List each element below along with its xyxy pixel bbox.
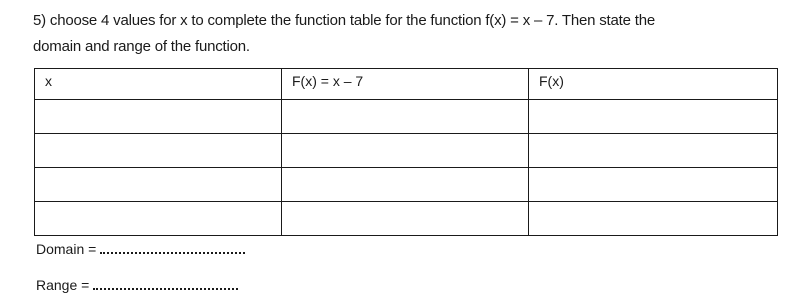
table-row bbox=[35, 100, 778, 134]
domain-label: Domain = bbox=[36, 241, 97, 257]
range-label: Range = bbox=[36, 277, 90, 293]
table-cell-fx[interactable] bbox=[529, 134, 778, 168]
table-row bbox=[35, 168, 778, 202]
table-row bbox=[35, 202, 778, 236]
table-cell-x[interactable] bbox=[35, 100, 282, 134]
table-cell-x[interactable] bbox=[35, 168, 282, 202]
header-fx-formula: F(x) = x – 7 bbox=[282, 69, 529, 100]
range-blank[interactable] bbox=[93, 284, 238, 290]
table-cell-fx[interactable] bbox=[529, 202, 778, 236]
table-cell-fx[interactable] bbox=[529, 168, 778, 202]
table-row bbox=[35, 134, 778, 168]
question-line-1: 5) choose 4 values for x to complete the function table for the function f(x) = x – 7. Then state the bbox=[33, 12, 655, 29]
table-cell-formula[interactable] bbox=[282, 202, 529, 236]
table-cell-fx[interactable] bbox=[529, 100, 778, 134]
table-cell-formula[interactable] bbox=[282, 100, 529, 134]
table-cell-formula[interactable] bbox=[282, 168, 529, 202]
table-cell-x[interactable] bbox=[35, 134, 282, 168]
domain-blank[interactable] bbox=[100, 248, 245, 254]
domain-answer bbox=[36, 240, 245, 258]
table-cell-x[interactable] bbox=[35, 202, 282, 236]
table-header-row bbox=[35, 69, 778, 100]
question-text bbox=[33, 8, 773, 60]
function-table bbox=[34, 68, 778, 236]
range-answer bbox=[36, 276, 238, 294]
question-line-2: domain and range of the function. bbox=[33, 38, 250, 55]
header-x: x bbox=[35, 69, 282, 100]
header-fx: F(x) bbox=[529, 69, 778, 100]
table-cell-formula[interactable] bbox=[282, 134, 529, 168]
